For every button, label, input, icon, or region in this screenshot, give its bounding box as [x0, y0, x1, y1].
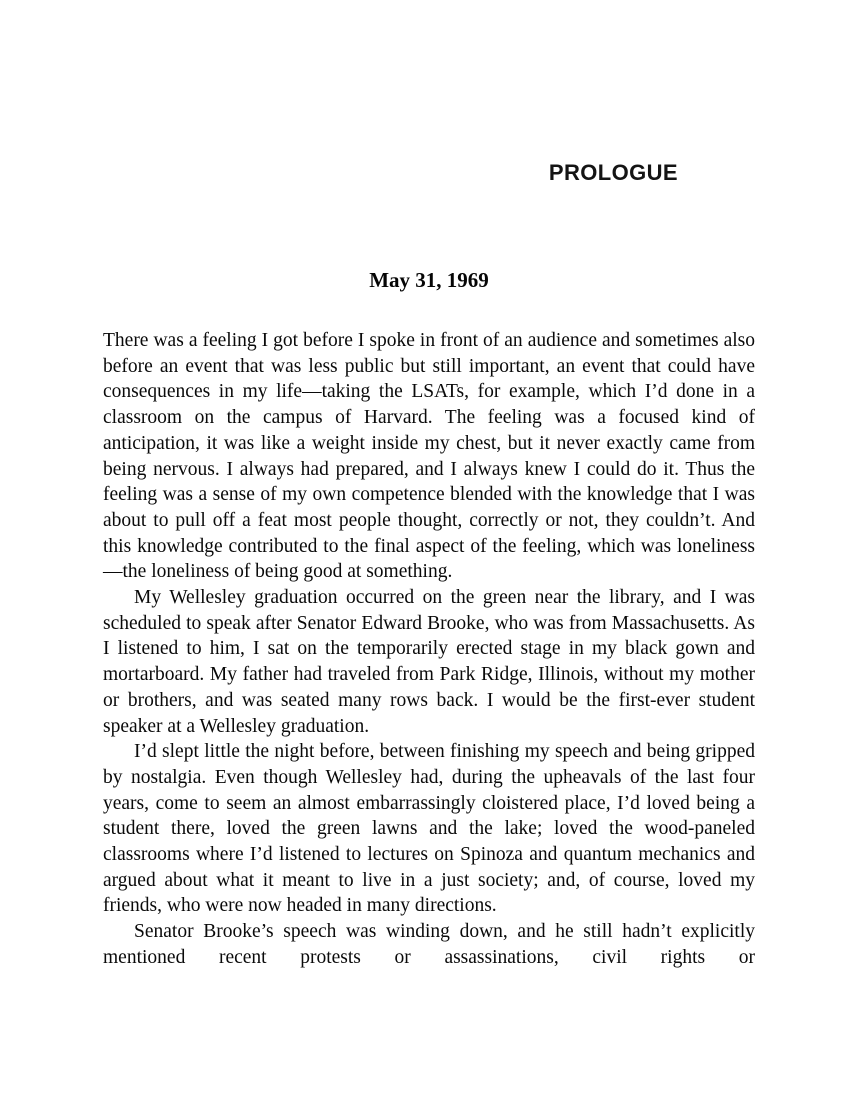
paragraph-2: My Wellesley graduation occurred on the green near the library, and I was scheduled to speak after Senator Edward Brooke, who was from Massachusetts. As I listened to him, I sat on the temporarily erected stage in my black gown and mortarboard. My father had traveled from Park Ridge, Illinois, without my mother or brothers, and was seated many rows back. I would be the first-ever student speaker at a Wellesley graduation. [103, 587, 755, 737]
paragraph-4-truncated: Senator Brooke’s speech was winding down, and he still hadn’t explicitly mentioned recent protests or assassinations, civil rights or [103, 921, 755, 968]
paragraph-3: I’d slept little the night before, between finishing my speech and being gripped by nostalgia. Even though Wellesley had, during the upheavals of the last four years, come to seem an almost embarrassingly cloistered place, I’d loved being a student there, loved the green lawns and the lake; loved the wood-paneled classrooms where I’d listened to lectures on Spinoza and quantum mechanics and argued about what it meant to live in a just society; and, of course, loved my friends, who were now headed in many directions. [103, 741, 755, 917]
text-column [103, 0, 755, 971]
chapter-heading: PROLOGUE [548, 160, 678, 185]
date-heading: May 31, 1969 [369, 268, 489, 292]
paragraph-1: There was a feeling I got before I spoke in front of an audience and sometimes also before an event that was less public but still important, an event that could have consequences in my life—taking the LSATs, for example, which I’d done in a classroom on the campus of Harvard. The feeling was a focused kind of anticipation, it was like a weight inside my chest, but it never exactly came from being nervous. I always had prepared, and I always knew I could do it. Thus the feeling was a sense of my own competence blended with the knowledge that I was about to pull off a feat most people thought, correctly or not, they couldn’t. And this knowledge contributed to the final aspect of the feeling, which was loneliness—the loneliness of being good at something. [103, 330, 755, 583]
